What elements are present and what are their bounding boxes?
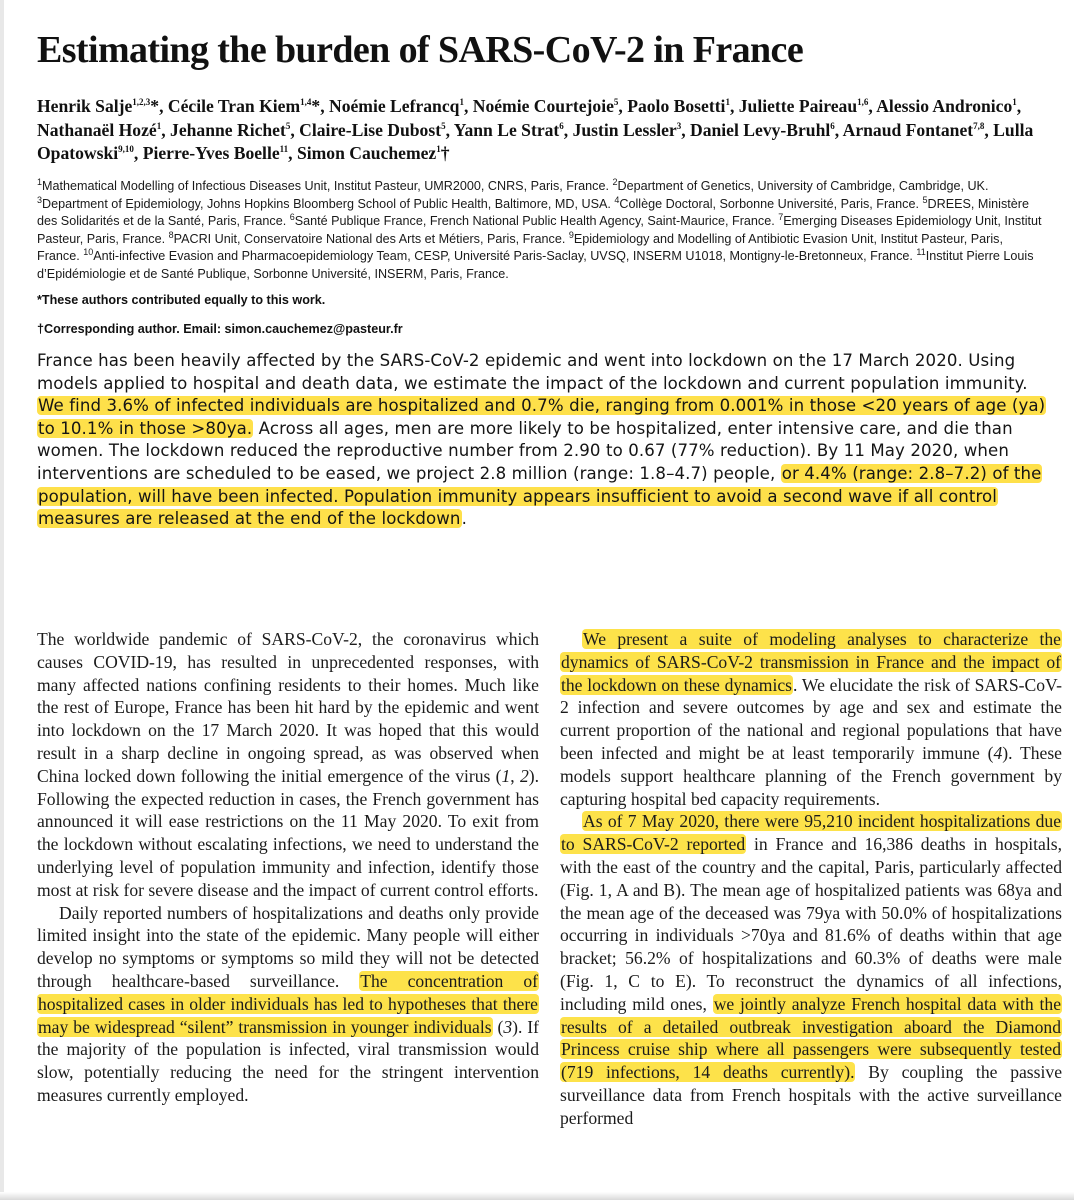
- author-affiliation-sup: 11: [279, 144, 289, 155]
- author-affiliation-sup: 1: [1012, 97, 1017, 108]
- author-affiliation-sup: 1: [725, 97, 730, 108]
- author-name: Daniel Levy-Bruhl: [690, 119, 831, 140]
- author-name: Paolo Bosetti: [627, 96, 726, 116]
- equal-contribution-note: *These authors contributed equally to this work.: [37, 293, 326, 307]
- body-column-left: [37, 628, 539, 1107]
- affiliation-text: Institut Pierre Louis d’Epidémiologie et de Santé Publique, Sorbonne Université, INSERM, Paris, France.: [37, 249, 1034, 281]
- author-name: Yann Le Strat: [453, 119, 560, 140]
- corresponding-author-note: †Corresponding author. Email: simon.cauchemez@pasteur.fr: [37, 322, 403, 336]
- author-mark: *: [311, 96, 321, 116]
- body-column-right: [560, 628, 1062, 1130]
- text-run: ). If the majority of the population is infected, viral transmission would slow, potentially reducing the need for the stringent intervention measures currently employed.: [37, 1016, 540, 1105]
- text-run: ). Following the expected reduction in cases, the French government has announced it will ease restrictions on the 11 May 2020. To exit from the lockdown without escalating infections, we need to understand the underlying level of population immunity and infection, identify those most at risk for severe disease and the impact of current control efforts.: [37, 765, 540, 900]
- highlighted-text: or 4.4% (range: 2.8–7.2) of the population, will have been infected. Population immunity appears insufficient to avoid a second wave if all control measures are released at the end of the lockdown: [38, 463, 1042, 529]
- affiliation-text: Collège Doctoral, Sorbonne Université, Paris, France.: [619, 196, 919, 211]
- author-name: Jehanne Richet: [170, 119, 286, 140]
- affiliation-number: 9: [568, 229, 574, 240]
- author-name: Arnaud Fontanet: [842, 119, 974, 140]
- author-affiliation-sup: 7,8: [973, 120, 985, 131]
- text-run: .: [461, 509, 467, 529]
- affiliation-text: Epidemiology and Modelling of Antibiotic Evasion Unit, Institut Pasteur, Paris, France.: [37, 231, 1003, 264]
- affiliation-number: 6: [289, 212, 295, 222]
- affiliation-number: 8: [168, 229, 174, 240]
- author-affiliation-sup: 1,2,3: [132, 97, 151, 108]
- author-name: Noémie Lefrancq: [328, 96, 460, 116]
- author-affiliation-sup: 5: [613, 97, 619, 108]
- affiliation-number: 10: [83, 247, 94, 258]
- author-name: Alessio Andronico: [876, 96, 1013, 116]
- author-affiliation-sup: 5: [441, 120, 446, 131]
- affiliation-text: PACRI Unit, Conservatoire National des Arts et Métiers, Paris, France.: [173, 231, 566, 246]
- text-run: ,: [510, 765, 520, 786]
- page-edge: [0, 0, 4, 1200]
- author-affiliation-sup: 9,10: [118, 144, 134, 155]
- author-affiliation-sup: 1,6: [857, 97, 869, 108]
- affiliation-text: Santé Publique France, French National Public Health Agency, Saint-Maurice, France.: [294, 214, 775, 229]
- affiliation-text: Mathematical Modelling of Infectious Diseases Unit, Institut Pasteur, UMR2000, CNRS, Paris, France.: [42, 179, 609, 193]
- author-name: Simon Cauchemez: [296, 143, 437, 163]
- reference-number: 4: [993, 742, 1003, 763]
- reference-number: 3: [503, 1016, 513, 1037]
- author-name: Henrik Salje: [37, 96, 133, 116]
- highlighted-text: We present a suite of modeling analyses to characterize the dynamics of SARS-CoV-2 transmission in France and the impact of the lockdown on these dynamics: [561, 629, 1061, 695]
- text-run: Daily reported numbers of hospitalizations and deaths only provide limited insight into the state of the epidemic. Many people will either develop no symptoms or symptoms so mild they will not be detected through healthcare-based surveillance.: [37, 902, 539, 991]
- text-run: . We elucidate the risk of SARS-CoV-2 infection and severe outcomes by age and sex and estimate the current proportion of the national and regional populations that have been infected and might be at least temporarily immune (: [560, 674, 1062, 763]
- highlighted-text: As of 7 May 2020, there were 95,210 incident hospitalizations due to SARS-CoV-2 reported: [561, 811, 1061, 855]
- author-name: Cécile Tran Kiem: [167, 96, 301, 116]
- author-list: Henrik Salje$^{1,2,3}$*, Cécile Tran Kiem$^{1,4}$*, Noémie Lefrancq$^1$, Noémie Courtejoie$^5$, Paolo Bosetti$^1$, Juliette Paireau$^{1,6}$, Alessio Andronico$^1$, Nathanaël Hozé$^1$, Jehanne Richet$^5$, Claire-Lise Dubost$^5$, Yann Le Strat$^6$, Justin Lessler$^3$, Daniel Levy-Bruhl$^6$, Arnaud Fontanet$^{7,8}$, Lulla Opatowski$^{9,10}$, Pierre-Yves Boelle$^{11}$, Simon Cauchemez$^1$†: [37, 96, 1034, 163]
- affiliation-number: 7: [778, 212, 784, 222]
- affiliation-text: Anti-infective Evasion and Pharmacoepidemiology Team, CESP, Université Paris-Saclay, UVSQ, INSERM U1018, Montigny-le-Bretonneux, France.: [93, 249, 913, 264]
- text-run: By coupling the passive surveillance data from French hospitals with the active surveillance performed: [560, 1062, 1062, 1128]
- author-affiliation-sup: 1: [156, 120, 162, 131]
- abstract: [37, 350, 1059, 531]
- author-name: Noémie Courtejoie: [472, 96, 614, 116]
- author-name: Nathanaël Hozé: [37, 119, 157, 140]
- author-name: Lulla Opatowski: [37, 119, 1034, 163]
- affiliation-text: Emerging Diseases Epidemiology Unit, Institut Pasteur, Paris, France.: [37, 214, 1042, 246]
- highlighted-text: The concentration of hospitalized cases in older individuals has led to hypotheses that there may be widespread “silent” transmission in younger individuals: [38, 970, 538, 1037]
- author-affiliation-sup: 1: [436, 144, 441, 155]
- affiliation-number: 1: [37, 176, 43, 187]
- paper-title: Estimating the burden of SARS-CoV-2 in France: [37, 29, 804, 71]
- author-affiliation-sup: 6: [559, 120, 564, 131]
- author-affiliation-sup: 6: [830, 120, 835, 131]
- affiliation-number: 2: [612, 176, 618, 187]
- author-name: Claire-Lise Dubost: [299, 119, 442, 140]
- affiliation-text: DREES, Ministère des Solidarités et de la Santé, Paris, France.: [37, 196, 1029, 229]
- author-name: Justin Lessler: [572, 119, 677, 140]
- author-name: Pierre-Yves Boelle: [142, 143, 280, 163]
- paragraph: [560, 628, 1062, 810]
- highlighted-text: We find 3.6% of infected individuals are hospitalized and 0.7% die, ranging from 0.001% in those <20 years of age (ya) to 10.1% in those >80ya.: [38, 396, 1046, 438]
- author-affiliation-sup: 1: [459, 97, 464, 108]
- affiliation-number: 5: [922, 194, 928, 205]
- affiliation-number: 11: [916, 247, 926, 258]
- author-mark: †: [440, 143, 450, 163]
- paragraph: [560, 810, 1062, 1129]
- paragraph: [37, 902, 539, 1107]
- author-mark: *: [150, 96, 160, 116]
- paragraph: [37, 628, 539, 902]
- affiliation-text: Department of Epidemiology, Johns Hopkins Bloomberg School of Public Health, Baltimore, MD, USA.: [42, 196, 611, 211]
- text-run: France has been heavily affected by the SARS-CoV-2 epidemic and went into lockdown on the 17 March 2020. Using models applied to hospital and death data, we estimate the impact of the lockdown and current population immunity.: [37, 351, 1028, 393]
- text-run: The worldwide pandemic of SARS-CoV-2, the coronavirus which causes COVID-19, has resulted in unprecedented responses, with many affected nations confining residents to their homes. Much like the rest of Europe, France has been hit hard by the epidemic and went into lockdown on the 17 March 2020. It was hoped that this would result in a sharp decline in ongoing spread, as was observed when China locked down following the initial emergence of the virus (: [37, 629, 539, 786]
- text-run: in France and 16,386 deaths in hospitals, with the east of the country and the capital, Paris, particularly affected (Fig. 1, A and B). The mean age of hospitalized patients was 68ya and the mean age of the deceased was 79ya with 50.0% of hospitalizations occurring in individuals >70ya and 81.6% of deaths within that age bracket; 56.2% of hospitalizations and 60.3% of deaths were male (Fig. 1, C to E). To reconstruct the dynamics of all infections, including mild ones,: [560, 834, 1062, 1014]
- reference-number: 2: [519, 765, 529, 786]
- affiliation-text: Department of Genetics, University of Cambridge, Cambridge, UK.: [617, 179, 989, 193]
- highlighted-text: we jointly analyze French hospital data with the results of a detailed outbreak investigation aboard the Diamond Princess cruise ship where all passengers were subsequently tested (719 infections, 14 deaths currently).: [561, 993, 1062, 1083]
- text-run: (: [492, 1016, 504, 1037]
- page-bottom-edge: [0, 1192, 1074, 1200]
- affiliation-number: 4: [614, 194, 620, 205]
- author-affiliation-sup: 5: [285, 120, 291, 131]
- affiliations: [37, 178, 1049, 284]
- text-run: ). These models support healthcare planning of the French government by capturing hospital bed capacity requirements.: [560, 742, 1062, 809]
- author-name: Juliette Paireau: [738, 96, 858, 116]
- author-affiliation-sup: 3: [676, 120, 682, 131]
- reference-number: 1: [501, 765, 511, 786]
- affiliation-number: 3: [37, 194, 43, 205]
- author-affiliation-sup: 1,4: [300, 97, 312, 108]
- text-run: Across all ages, men are more likely to be hospitalized, enter intensive care, and die than women. The lockdown reduced the reproductive number from 2.90 to 0.67 (77% reduction). By 11 May 2020, when interventions are scheduled to be eased, we project 2.8 million (range: 1.8–4.7) people,: [37, 418, 1013, 483]
